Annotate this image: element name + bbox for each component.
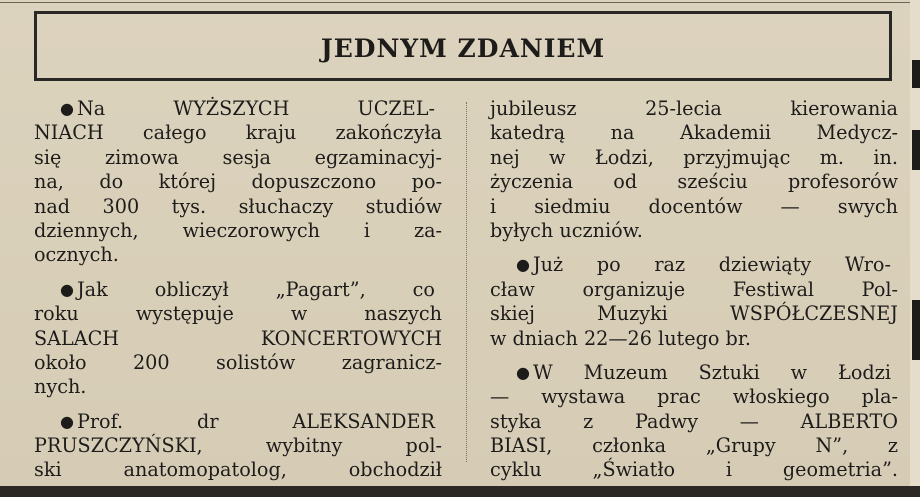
text-line	[34, 327, 442, 351]
line-text: skiej Muzyki WSPÓŁCZESNEJ	[490, 302, 898, 326]
text-line	[490, 146, 898, 170]
line-text: dziennych, wieczorowych i za-	[34, 218, 442, 242]
text-line	[490, 434, 898, 458]
text-line	[490, 302, 898, 326]
text-line	[490, 458, 898, 482]
line-text: życzenia od sześciu profesorów	[490, 170, 898, 194]
line-text: styka z Padwy — ALBERTO	[490, 409, 898, 433]
text-line	[34, 121, 442, 145]
bullet-icon: ●	[516, 362, 530, 382]
paragraph-first-line	[34, 97, 442, 121]
line-text: W Muzeum Sztuki w Łodzi	[532, 360, 891, 384]
line-text: katedrą na Akademii Medycz-	[490, 121, 898, 145]
paragraph-first-line	[34, 410, 442, 434]
line-text: na, do której dopuszczono po-	[34, 170, 442, 194]
text-line	[490, 195, 898, 219]
text-line	[490, 327, 898, 351]
line-text: byłych uczniów.	[490, 218, 643, 242]
text-line	[34, 458, 442, 482]
line-text: Prof. dr ALEKSANDER	[76, 409, 435, 433]
line-text: BIASI, członka „Grupy N”, z	[490, 434, 898, 458]
bottom-edge	[0, 486, 920, 497]
paragraph-gap	[490, 351, 898, 361]
paragraph-gap	[34, 268, 442, 278]
line-text: — wystawa prac włoskiego pla-	[490, 385, 898, 409]
line-text: PRUSZCZYŃSKI, wybitny pol-	[34, 434, 442, 458]
text-line	[490, 219, 898, 243]
line-text: ski anatomopatolog, obchodził	[34, 458, 442, 482]
top-rule	[0, 2, 920, 3]
line-text: roku występuje w naszych	[34, 302, 442, 326]
text-line	[34, 146, 442, 170]
left-column	[34, 97, 442, 483]
text-line	[34, 170, 442, 194]
paragraph-first-line	[34, 278, 442, 302]
line-text: cław organizuje Festiwal Pol-	[490, 277, 898, 301]
text-line	[34, 434, 442, 458]
bullet-icon: ●	[60, 411, 74, 431]
line-text: ocznych.	[34, 243, 119, 267]
title-box	[34, 11, 892, 81]
text-line	[490, 278, 898, 302]
text-line	[34, 195, 442, 219]
text-line	[34, 243, 442, 267]
line-text: NIACH całego kraju zakończyła	[34, 121, 442, 145]
text-line	[34, 351, 442, 375]
line-text: jubileusz 25-lecia kierowania	[490, 97, 898, 120]
edge-mark	[912, 60, 920, 88]
text-line	[490, 170, 898, 194]
line-text: Na WYŻSZYCH UCZEL-	[76, 97, 435, 120]
line-text: i siedmiu docentów — swych	[490, 194, 898, 218]
line-text: nych.	[34, 375, 87, 399]
line-text: Już po raz dziewiąty Wro-	[532, 253, 891, 277]
edge-mark	[912, 300, 920, 360]
text-line	[490, 410, 898, 434]
text-line	[34, 375, 442, 399]
text-line	[34, 219, 442, 243]
line-text: się zimowa sesja egzaminacyj-	[34, 145, 442, 169]
paragraph-first-line	[490, 253, 898, 277]
bullet-icon: ●	[516, 255, 530, 275]
line-text: cyklu „Światło i geometria”.	[490, 458, 898, 482]
bullet-icon: ●	[60, 279, 74, 299]
line-text: SALACH KONCERTOWYCH	[34, 326, 442, 350]
paragraph-gap	[490, 243, 898, 253]
line-text: nad 300 tys. słuchaczy studiów	[34, 194, 442, 218]
paragraph-gap	[34, 400, 442, 410]
text-line	[34, 302, 442, 326]
column-divider	[466, 102, 467, 462]
text-line	[490, 97, 898, 121]
section-title: JEDNYM ZDANIEM	[320, 33, 606, 63]
text-line	[490, 121, 898, 145]
text-line	[490, 385, 898, 409]
right-column	[490, 97, 898, 483]
line-text: nej w Łodzi, przyjmując m. in.	[490, 145, 898, 169]
line-text: Jak obliczył „Pagart”, co	[76, 277, 435, 301]
paragraph-first-line	[490, 361, 898, 385]
line-text: w dniach 22—26 lutego br.	[490, 326, 751, 350]
bullet-icon: ●	[60, 99, 74, 118]
line-text: około 200 solistów zagranicz-	[34, 350, 442, 374]
edge-mark	[912, 130, 920, 170]
